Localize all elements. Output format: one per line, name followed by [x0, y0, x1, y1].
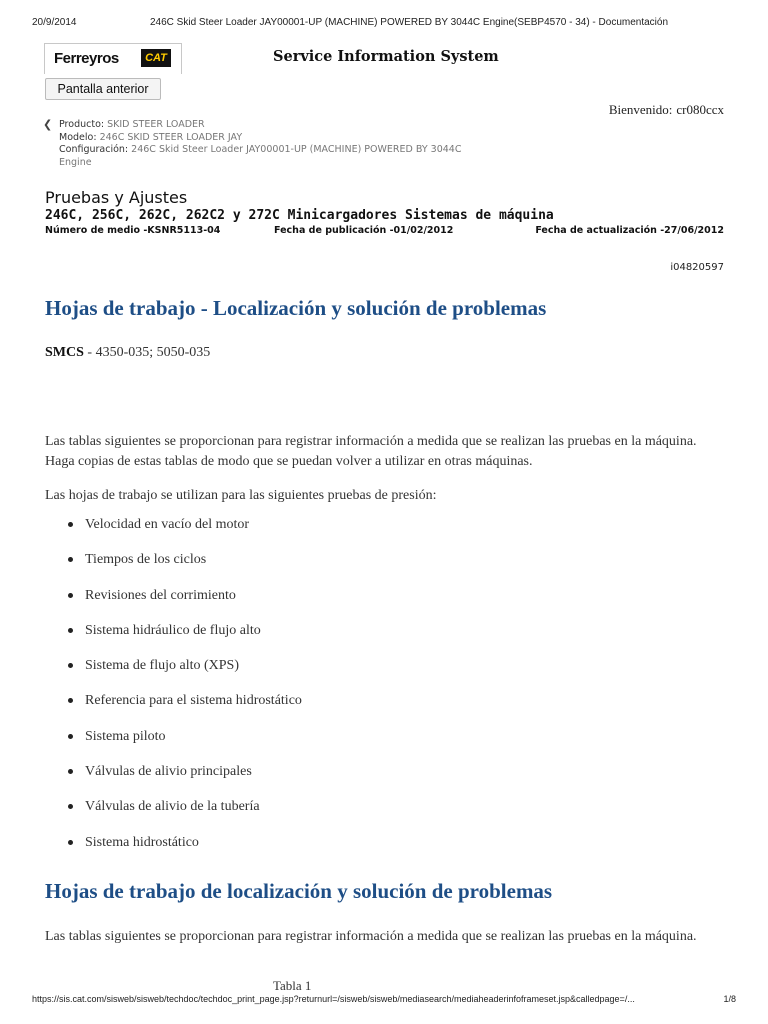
doc-meta	[45, 225, 724, 239]
producto-value: SKID STEER LOADER	[107, 119, 205, 130]
lead-paragraph: Las hojas de trabajo se utilizan para las siguientes pruebas de presión:	[45, 488, 437, 503]
ferreyros-logo	[44, 43, 182, 74]
list-item-text: Revisiones del corrimiento	[85, 587, 236, 603]
bullet-icon	[68, 804, 73, 809]
update-date: Fecha de actualización -27/06/2012	[535, 225, 724, 236]
intro-paragraph-2: Las tablas siguientes se proporcionan para registrar información a medida que se realizan las pruebas en la máquina.	[45, 929, 697, 944]
welcome-label: Bienvenido:	[608, 102, 673, 117]
media-number: Número de medio -KSNR5113-04	[45, 225, 221, 236]
heading-2: Hojas de trabajo de localización y solución de problemas	[45, 879, 553, 903]
list-item-text: Referencia para el sistema hidrostático	[85, 693, 302, 709]
list-item	[45, 586, 302, 621]
list-item	[45, 550, 302, 585]
bullet-icon	[68, 734, 73, 739]
list-item	[45, 621, 302, 656]
doc-id: i04820597	[670, 262, 724, 273]
list-item	[45, 797, 302, 832]
breadcrumb	[45, 119, 465, 169]
section-title: Pruebas y Ajustes	[45, 188, 188, 207]
table-caption: Tabla 1	[273, 978, 312, 993]
list-item	[45, 515, 302, 550]
cat-logo-icon: CAT	[141, 49, 171, 67]
bullet-icon	[68, 522, 73, 527]
back-button[interactable]: Pantalla anterior	[45, 78, 161, 100]
user-name: cr080ccx	[676, 102, 724, 117]
list-item	[45, 833, 302, 868]
smcs-line	[45, 345, 210, 361]
bullet-icon	[68, 628, 73, 633]
modelo-label: Modelo:	[59, 131, 97, 143]
list-item-text: Sistema de flujo alto (XPS)	[85, 658, 239, 674]
list-item-text: Válvulas de alivio principales	[85, 764, 252, 780]
print-date: 20/9/2014	[32, 17, 77, 28]
bullet-icon	[68, 840, 73, 845]
test-list	[45, 515, 302, 868]
page-number: 1/8	[723, 994, 736, 1004]
list-item-text: Válvulas de alivio de la tubería	[85, 799, 260, 815]
bullet-icon	[68, 557, 73, 562]
producto-label: Producto:	[59, 119, 105, 130]
welcome-message	[609, 102, 724, 118]
list-item	[45, 727, 302, 762]
list-item	[45, 656, 302, 691]
chevron-left-icon[interactable]: ❮	[43, 118, 53, 131]
breadcrumb-producto	[45, 119, 465, 132]
list-item	[45, 762, 302, 797]
system-title: Service Information System	[273, 48, 499, 65]
list-item-text: Tiempos de los ciclos	[85, 552, 207, 568]
bullet-icon	[68, 769, 73, 774]
modelo-value: 246C SKID STEER LOADER JAY	[99, 131, 243, 143]
logo-text: Ferreyros	[54, 50, 119, 67]
list-item-text: Velocidad en vacío del motor	[85, 517, 250, 532]
bullet-icon	[68, 663, 73, 668]
list-item	[45, 691, 302, 726]
smcs-value: - 4350-035; 5050-035	[87, 345, 211, 360]
config-label: Configuración:	[59, 144, 129, 155]
list-item-text: Sistema piloto	[85, 728, 166, 744]
heading-1: Hojas de trabajo - Localización y solución de problemas	[45, 296, 547, 320]
print-doc-title: 246C Skid Steer Loader JAY00001-UP (MACHINE) POWERED BY 3044C Engine(SEBP4570 - 34) - Documentación	[150, 17, 669, 28]
doc-subtitle: 246C, 256C, 262C, 262C2 y 272C Minicargadores Sistemas de máquina	[45, 208, 554, 223]
config-value: 246C Skid Steer Loader JAY00001-UP (MACHINE) POWERED BY 3044C Engine	[59, 144, 462, 168]
smcs-key: SMCS	[45, 345, 84, 360]
breadcrumb-modelo	[45, 132, 465, 145]
publish-date: Fecha de publicación -01/02/2012	[274, 225, 454, 236]
bullet-icon	[68, 698, 73, 703]
print-footer	[32, 994, 736, 1006]
print-url: https://sis.cat.com/sisweb/sisweb/techdoc/techdoc_print_page.jsp?returnurl=/sisweb/sisweb/mediasearch/mediaheaderinfoframeset.jsp&calledpage=/...	[32, 994, 635, 1004]
list-item-text: Sistema hidráulico de flujo alto	[85, 622, 261, 638]
intro-paragraph: Las tablas siguientes se proporcionan para registrar información a medida que se realizan las pruebas en la máquina. Haga copias de estas tablas de modo que se puedan volver a utilizar en otras máquinas.	[45, 434, 697, 469]
list-item-text: Sistema hidrostático	[85, 834, 199, 850]
breadcrumb-config	[45, 144, 465, 169]
bullet-icon	[68, 593, 73, 598]
